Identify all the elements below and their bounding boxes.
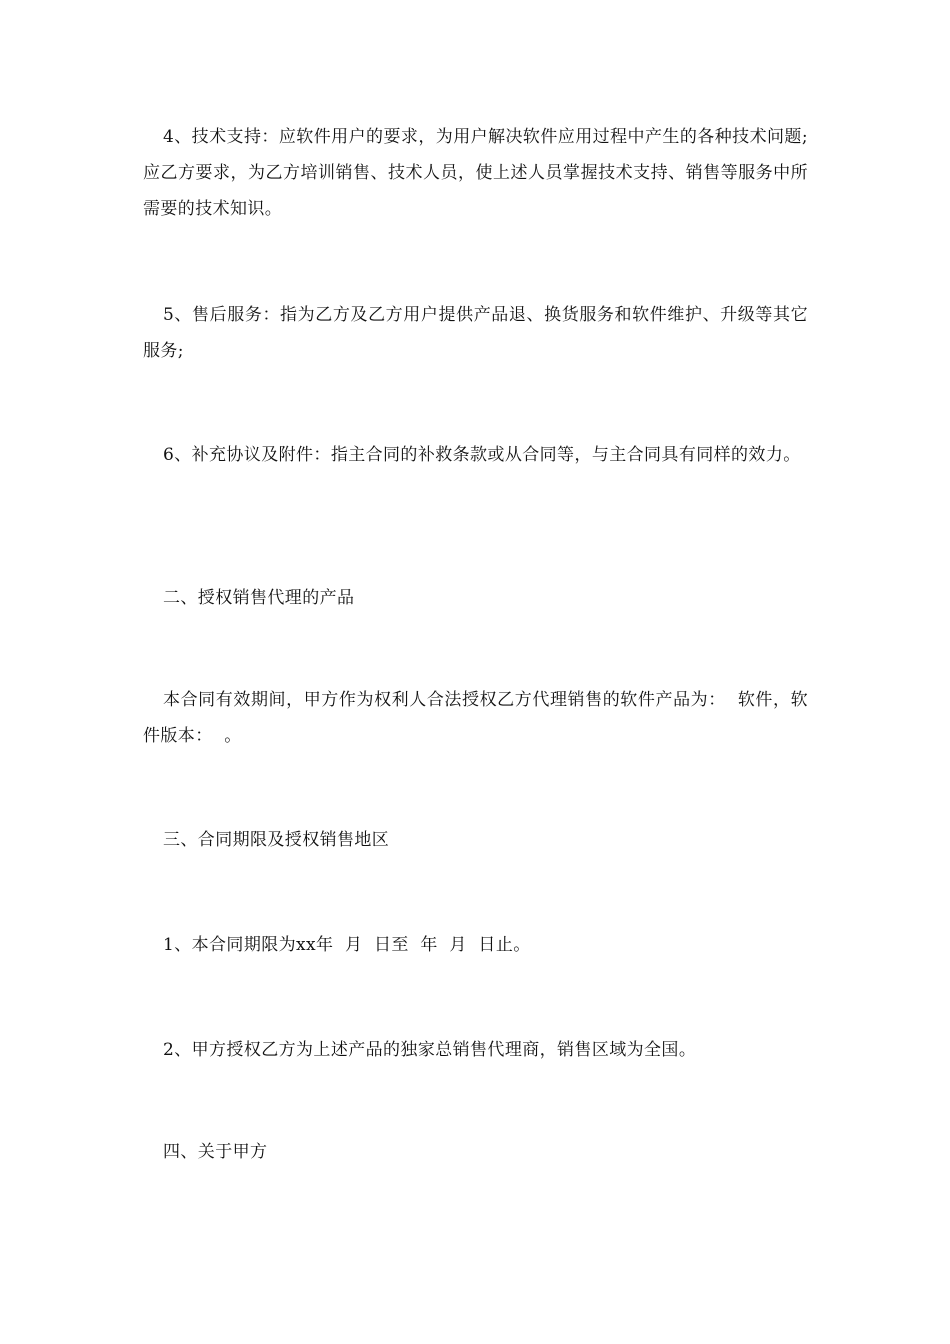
section-2-body: 本合同有效期间，甲方作为权利人合法授权乙方代理销售的软件产品为： 软件，软件版本： 。 [143,690,808,746]
section-3-heading: 三、合同期限及授权销售地区 [163,830,390,850]
clause-4-technical-support: 4、技术支持：应软件用户的要求，为用户解决软件应用过程中产生的各种技术问题;应乙方要求，为乙方培训销售、技术人员，使上述人员掌握技术支持、销售等服务中所需要的技术知识。 [143,127,808,219]
clause-5-after-sales-service: 5、售后服务：指为乙方及乙方用户提供产品退、换货服务和软件维护、升级等其它服务; [143,305,808,361]
section-4-heading: 四、关于甲方 [163,1142,268,1162]
clause-6-supplementary-agreement: 6、补充协议及附件：指主合同的补救条款或从合同等，与主合同具有同样的效力。 [163,445,801,465]
section-3-clause-2: 2、甲方授权乙方为上述产品的独家总销售代理商，销售区域为全国。 [163,1040,697,1060]
section-3-clause-1: 1、本合同期限为xx年 月 日至 年 月 日止。 [163,935,531,955]
section-2-heading: 二、授权销售代理的产品 [163,588,355,608]
